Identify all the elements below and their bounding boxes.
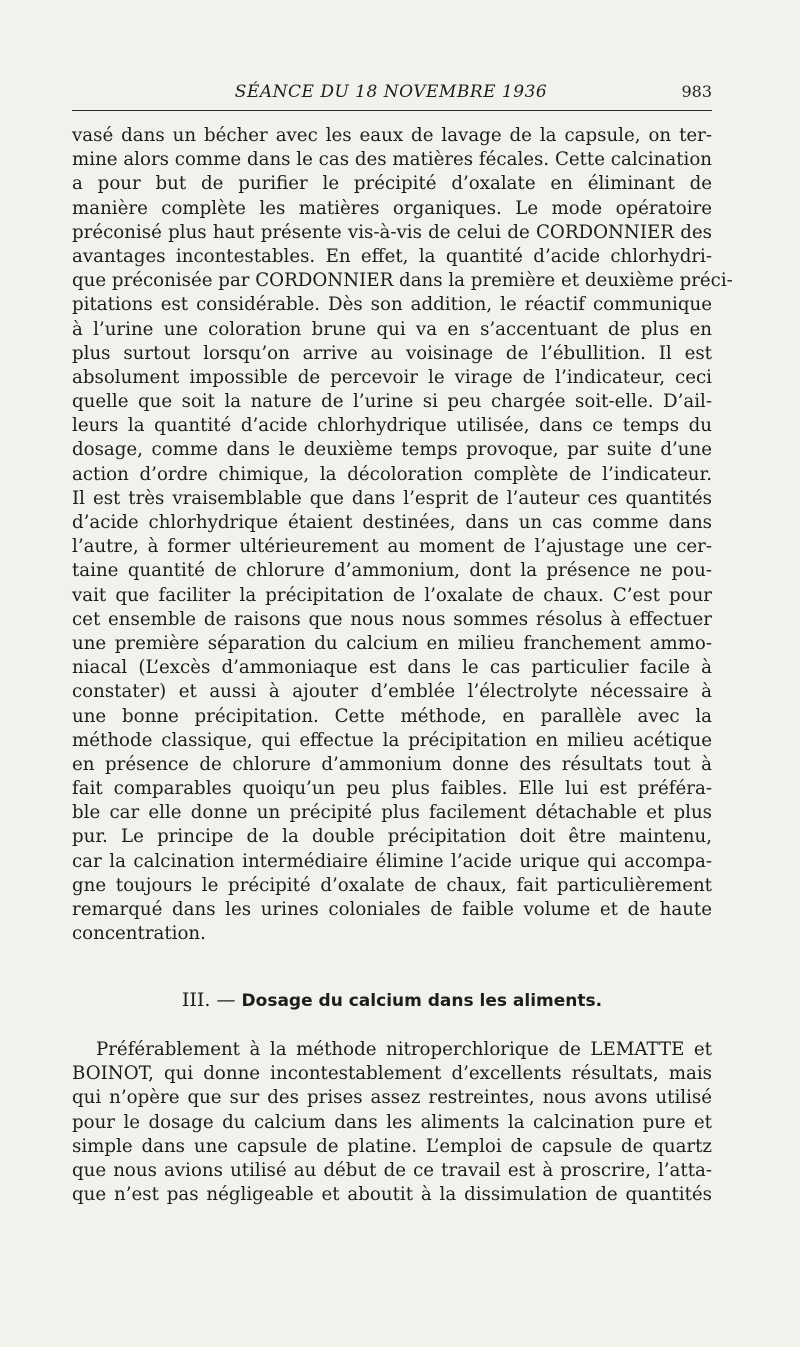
- header-rule: [72, 110, 712, 111]
- text-line: leurs la quantité d’acide chlorhydrique utilisée, dans ce temps du: [72, 415, 712, 437]
- text-line: pour le dosage du calcium dans les aliments la calcination pure et: [72, 1111, 712, 1133]
- text-line: Il est très vraisemblable que dans l’esprit de l’auteur ces quantités: [72, 487, 712, 509]
- text-line: dosage, comme dans le deuxième temps provoque, par suite d’une: [72, 439, 712, 461]
- text-line: remarqué dans les urines coloniales de faible volume et de haute: [72, 899, 712, 920]
- text-line: gne toujours le précipité d’oxalate de chaux, fait particulièrement: [72, 874, 712, 896]
- text-line: a pour but de purifier le précipité d’oxalate en éliminant de: [72, 173, 712, 195]
- section-number: III. —: [181, 989, 236, 1011]
- running-title: SÉANCE DU 18 NOVEMBRE 1936: [234, 82, 548, 102]
- text-line: méthode classique, qui effectue la précipitation en milieu acétique: [72, 729, 712, 751]
- text-line: préconisé plus haut présente vis-à-vis de celui de CORDONNIER des: [72, 221, 712, 243]
- text-line: ble car elle donne un précipité plus facilement détachable et plus: [72, 802, 712, 824]
- text-line: cet ensemble de raisons que nous nous sommes résolus à effectuer: [72, 608, 712, 630]
- text-line: d’acide chlorhydrique étaient destinées, dans un cas comme dans: [72, 512, 712, 533]
- text-line: que préconisée par CORDONNIER dans la première et deuxième préci-: [72, 270, 733, 292]
- page-number: 983: [681, 82, 712, 101]
- text-line: pur. Le principe de la double précipitation doit être maintenu,: [72, 826, 712, 848]
- text-line: que nous avions utilisé au début de ce travail est à proscrire, l’atta-: [72, 1159, 712, 1181]
- text-line: BOINOT, qui donne incontestablement d’excellents résultats, mais: [72, 1063, 712, 1085]
- text-line: avantages incontestables. En effet, la quantité d’acide chlorhydri-: [72, 245, 712, 267]
- text-line: à l’urine une coloration brune qui va en s’accentuant de plus en: [72, 318, 712, 340]
- text-line: vait que faciliter la précipitation de l’oxalate de chaux. C’est pour: [72, 584, 712, 606]
- running-header: [70, 80, 712, 110]
- text-line: que n’est pas négligeable et aboutit à la dissimulation de quantités: [72, 1184, 712, 1206]
- text-line: Préférablement à la méthode nitroperchlorique de LEMATTE et: [96, 1039, 712, 1060]
- text-line: concentration.: [72, 923, 206, 945]
- text-line: une bonne précipitation. Cette méthode, en parallèle avec la: [72, 705, 712, 727]
- section-heading: [72, 988, 712, 1013]
- text-line: plus surtout lorsqu’on arrive au voisinage de l’ébullition. Il est: [72, 342, 712, 364]
- text-line: une première séparation du calcium en milieu franchement ammo-: [72, 632, 712, 654]
- text-line: qui n’opère que sur des prises assez restreintes, nous avons utilisé: [72, 1087, 712, 1109]
- text-line: pitations est considérable. Dès son addition, le réactif communique: [72, 294, 712, 316]
- text-line: taine quantité de chlorure d’ammonium, dont la présence ne pou-: [72, 560, 712, 582]
- text-line: l’autre, à former ultérieurement au moment de l’ajustage une cer-: [72, 536, 712, 558]
- text-line: vasé dans un bécher avec les eaux de lavage de la capsule, on ter-: [72, 125, 712, 146]
- text-line: manière complète les matières organiques. Le mode opératoire: [72, 197, 712, 219]
- text-line: action d’ordre chimique, la décoloration complète de l’indicateur.: [72, 463, 712, 485]
- text-line: simple dans une capsule de platine. L’emploi de capsule de quartz: [72, 1135, 712, 1157]
- text-line: absolument impossible de percevoir le virage de l’indicateur, ceci: [72, 366, 712, 388]
- paragraph-1: [72, 124, 733, 946]
- text-line: mine alors comme dans le cas des matières fécales. Cette calcination: [72, 149, 712, 171]
- text-line: constater) et aussi à ajouter d’emblée l’électrolyte nécessaire à: [72, 681, 712, 703]
- text-line: quelle que soit la nature de l’urine si peu chargée soit-elle. D’ail-: [72, 391, 712, 413]
- section-title: Dosage du calcium dans les aliments.: [241, 991, 603, 1011]
- text-line: niacal (L’excès d’ammoniaque est dans le cas particulier facile à: [72, 657, 712, 679]
- text-line: en présence de chlorure d’ammonium donne des résultats tout à: [72, 753, 712, 775]
- text-line: car la calcination intermédiaire élimine l’acide urique qui accompa-: [72, 850, 712, 872]
- text-line: fait comparables quoiqu’un peu plus faibles. Elle lui est préféra-: [72, 778, 712, 800]
- paragraph-2: [72, 1038, 712, 1207]
